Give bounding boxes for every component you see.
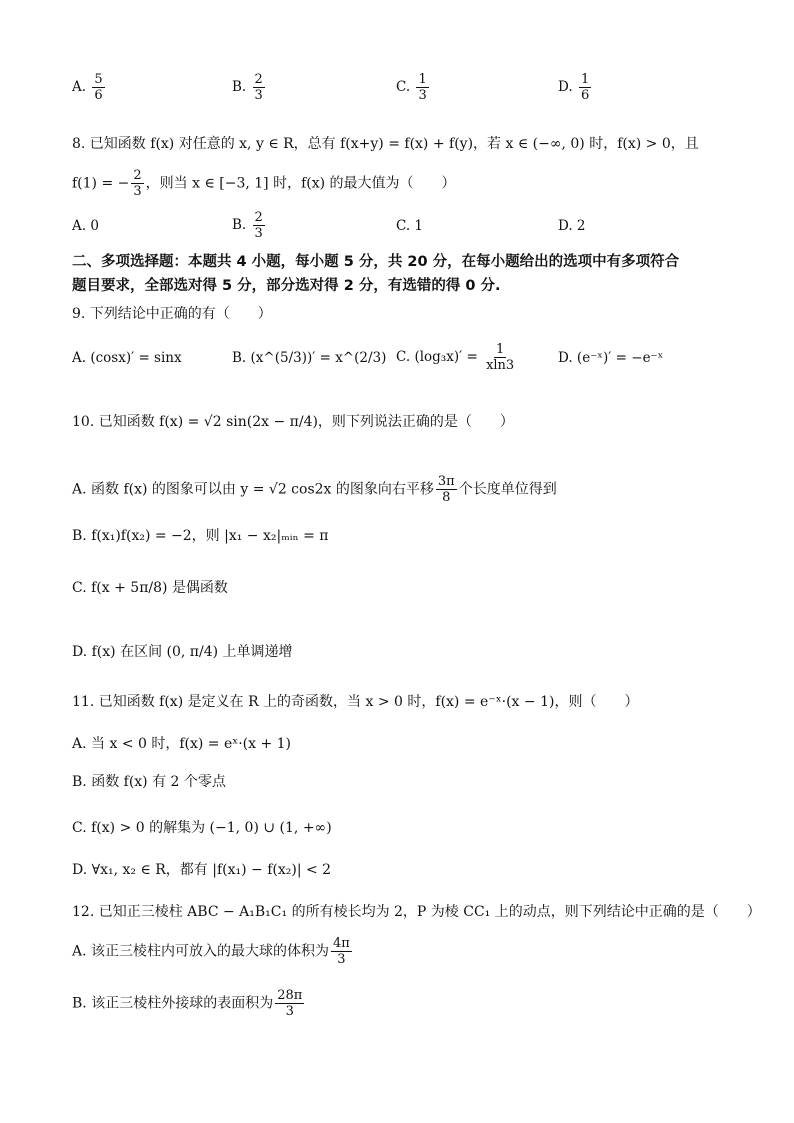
q8-stem-line1: 8. 已知函数 f(x) 对任意的 x, y ∈ R，总有 f(x+y) = f(x) + f(y)，若 x ∈ (−∞, 0) 时，f(x) > 0，且 xyxy=(72,136,699,152)
q7-option-d[interactable] xyxy=(558,72,593,103)
q7-option-b[interactable] xyxy=(232,72,267,103)
fraction: $\frac{2}{3}$ xyxy=(254,210,263,241)
q11-option-a[interactable]: A. 当 x < 0 时，f(x) = eˣ·(x + 1) xyxy=(72,736,292,752)
q7-option-a[interactable] xyxy=(72,72,107,103)
option-letter: B. xyxy=(232,79,247,95)
q8-option-c[interactable]: C. 1 xyxy=(396,218,424,234)
q8-option-d[interactable]: D. 2 xyxy=(558,218,586,234)
q8-stem-line2: f(1) = − $\frac{2}{3}$ ，则当 x ∈ [−3, 1] 时，f(x) 的最大值为（ ） xyxy=(72,168,456,199)
q10-option-c[interactable]: C. f(x + 5π/8) 是偶函数 xyxy=(72,580,228,596)
q11-option-b[interactable]: B. 函数 f(x) 有 2 个零点 xyxy=(72,774,226,790)
q8-option-b[interactable]: B. $\frac{2}{3}$ xyxy=(232,210,263,241)
fraction: $\frac{1}{xln3}$ xyxy=(486,342,515,373)
option-letter: A. xyxy=(72,79,87,95)
q10-option-b[interactable]: B. f(x₁)f(x₂) = −2，则 |x₁ − x₂|ₘᵢₙ = π xyxy=(72,528,329,544)
fraction: $\frac{1}{3}$ xyxy=(418,72,427,103)
q10-option-a[interactable]: A. 函数 f(x) 的图象可以由 y = √2 cos2x 的图象向右平移 $\frac{3\pi}{8}$ 个长度单位得到 xyxy=(72,474,557,505)
section-heading-line1: 二、多项选择题：本题共 4 小题，每小题 5 分，共 20 分，在每小题给出的选项中有多项符合 xyxy=(72,254,680,270)
q12-option-b[interactable]: B. 该正三棱柱外接球的表面积为 $\frac{28\pi}{3}$ xyxy=(72,988,303,1019)
fraction: $\frac{2}{3}$ xyxy=(254,72,263,103)
q11-stem: 11. 已知函数 f(x) 是定义在 R 上的奇函数，当 x > 0 时，f(x) = e⁻ˣ·(x − 1)，则（ ） xyxy=(72,694,639,710)
q9-option-c[interactable]: C. (log₃x)′ = $\frac{1}{xln3}$ xyxy=(396,342,515,373)
q11-option-d[interactable]: D. ∀x₁, x₂ ∈ R，都有 |f(x₁) − f(x₂)| < 2 xyxy=(72,862,332,878)
math-expression: (x^(5/3))′ = x^(2/3) xyxy=(250,350,387,366)
q9-stem: 9. 下列结论中正确的有（ ） xyxy=(72,306,272,322)
q11-option-c[interactable]: C. f(x) > 0 的解集为 (−1, 0) ∪ (1, +∞) xyxy=(72,820,332,836)
fraction: $\frac{2}{3}$ xyxy=(133,168,142,199)
option-letter: D. xyxy=(558,79,573,95)
section-heading-line2: 题目要求，全部选对得 5 分，部分选对得 2 分，有选错的得 0 分. xyxy=(72,278,501,294)
fraction: $\frac{3\pi}{8}$ xyxy=(437,474,455,505)
fraction: $\frac{28\pi}{3}$ xyxy=(277,988,303,1019)
q10-stem: 10. 已知函数 f(x) = √2 sin(2x − π/4)，则下列说法正确的是（ ） xyxy=(72,414,514,430)
q9-option-d[interactable]: D. (e⁻ˣ)′ = −e⁻ˣ xyxy=(558,350,664,366)
q12-option-a[interactable]: A. 该正三棱柱内可放入的最大球的体积为 $\frac{4\pi}{3}$ xyxy=(72,936,350,967)
q9-option-b[interactable]: B. (x^(5/3))′ = x^(2/3) xyxy=(232,350,387,366)
q12-stem: 12. 已知正三棱柱 ABC − A₁B₁C₁ 的所有棱长均为 2，P 为棱 CC₁ 上的动点，则下列结论中正确的是（ ） xyxy=(72,904,761,920)
fraction: $\frac{5}{6}$ xyxy=(94,72,103,103)
fraction: $\frac{4\pi}{3}$ xyxy=(333,936,350,967)
q10-option-d[interactable]: D. f(x) 在区间 (0, π/4) 上单调递增 xyxy=(72,644,293,660)
fraction: $\frac{1}{6}$ xyxy=(580,72,590,103)
q8-option-a[interactable]: A. 0 xyxy=(72,218,99,234)
q7-option-c[interactable] xyxy=(396,72,431,103)
q9-option-a[interactable]: A. (cosx)′ = sinx xyxy=(72,350,182,366)
option-letter: C. xyxy=(396,79,411,95)
